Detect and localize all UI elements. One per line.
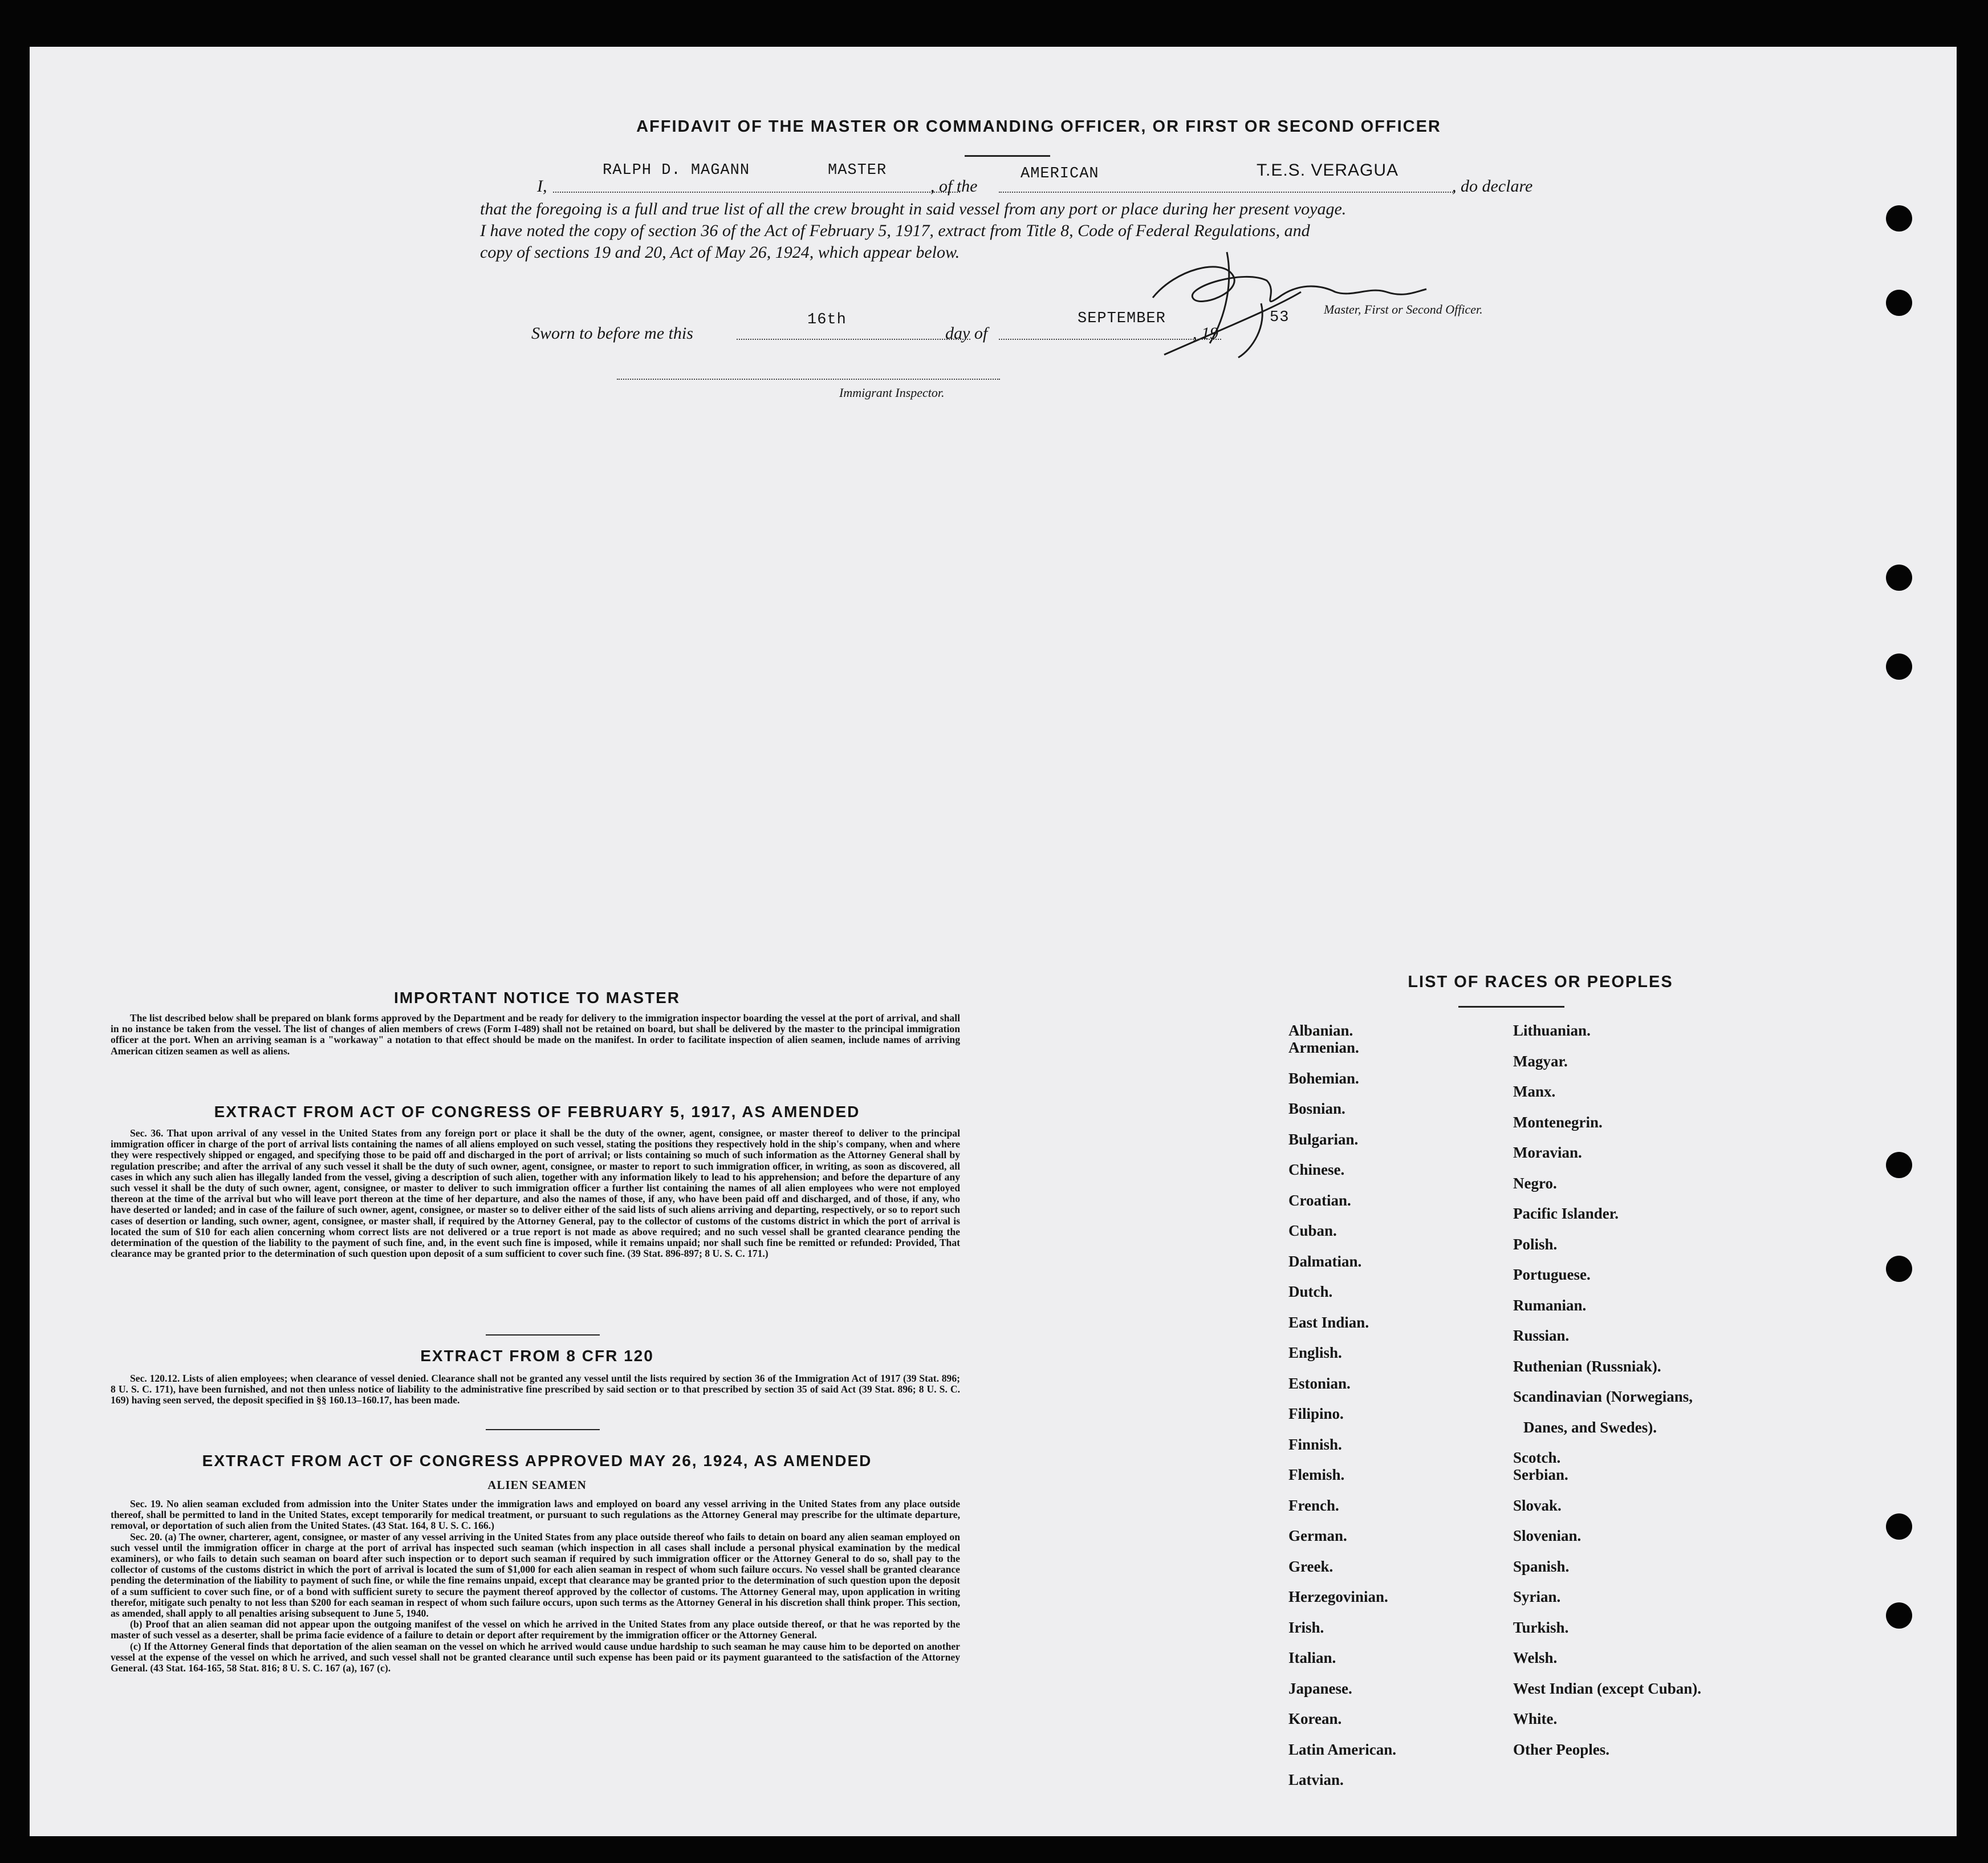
section-36-paragraph: Sec. 36. That upon arrival of any vessel in the United States from any foreign port or place it shall be the duty of the owner, agent, consignee, or master thereof to deliver to the principal immigration officer in charge of the port of arrival lists containing the names of all aliens employed on such vessel, stating the positions they respectively hold in the ship's company, when and where they were respectively shipped or engaged, and specifying those to be paid off and discharged in the port of arrival; or lists containing so much of such information as the Attorney General shall by regulation prescribe; and after the arrival of any such vessel it shall be the duty of such owner, agent, consignee, or master to report to such immigration officer, in writing, as soon as discovered, all cases in which any such alien has illegally landed from the vessel, giving a description of such alien, together with any information likely to lead to his apprehension; and before the departure of any such vessel it shall be the duty of such owner, agent, consignee, or master to deliver to such immigration officer a further list containing the names of all alien employees who were not employed thereon at the time of the arrival but who will leave port thereon at the time of her departure, and also the names of those, if any, who have been paid off and discharged, and of those, if any, who have deserted or landed; and in case of the failure of such owner, agent, consignee, or master so to deliver either of the said lists of such aliens arriving and departing, respectively, or so to report such cases of desertion or landing, such owner, agent, consignee, or master shall, if required by the Attorney General, pay to the collector of customs of the customs district in which the port of arrival is located the sum of $10 for each alien concerning whom correct lists are not delivered or a true report is not made as above required; and no such vessel shall be granted clearance pending the determination of the question of the liability to the payment of such fine, and, in the event such fine is imposed, while it remains unpaid; nor shall such fine be remitted or refunded: Provided, That clearance may be granted prior to the determination of such question upon deposit of a sum sufficient to cover such fine. (39 Stat. 896-897; 8 U. S. C. 171.) [111,1127,960,1260]
race-item: Japanese. [1288,1679,1352,1697]
binder-hole [1886,1513,1912,1540]
race-item: French. [1288,1496,1339,1514]
race-item: Dutch. [1288,1283,1333,1300]
race-item: Scandinavian (Norwegians, [1513,1388,1693,1405]
extract-1924-text [111,1499,960,1674]
race-item: Welsh. [1513,1649,1558,1666]
sworn-year: 53 [1270,309,1290,326]
binder-hole [1886,1152,1912,1178]
race-item: Lithuanian. [1513,1022,1591,1039]
race-item: Moravian. [1513,1144,1582,1161]
race-item: Italian. [1288,1649,1336,1666]
races-heading-rule [1458,1006,1564,1008]
binder-hole [1886,290,1912,316]
race-item: Armenian. [1288,1039,1359,1056]
race-item: Rumanian. [1513,1296,1587,1314]
section-19-paragraph: Sec. 19. No alien seaman excluded from admission into the Uniter States under the immigration laws and employed on board any vessel arriving in the United States from any place outside thereof, shall be permitted to land in the United States, except temporarily for medical treatment, or pursuant to such regulations as the Attorney General may prescribe for the ultimate departure, removal, or deportation of such alien from the United States. (43 Stat. 164, 8 U. S. C. 166.) [111,1498,960,1532]
race-item: Chinese. [1288,1161,1345,1178]
of-the-label: , of the [930,177,978,196]
race-item: White. [1513,1710,1558,1727]
officer-rank: MASTER [828,162,887,179]
declaration-line-3: I have noted the copy of section 36 of the Act of February 5, 1917, extract from Title 8, Code of Federal Regulations, and [480,221,1310,240]
binder-hole [1886,205,1912,232]
name-line [553,192,960,193]
race-item: Bulgarian. [1288,1130,1359,1148]
binder-hole [1886,654,1912,680]
divider-rule-1 [486,1334,600,1336]
vessel-nationality: AMERICAN [1021,165,1099,182]
section-20a-paragraph: Sec. 20. (a) The owner, charterer, agent, consignee, or master of any vessel arriving in the United States from any place outside thereof who fails to detain on board any alien seaman employed on such vessel until the immigration officer in charge at the port of arrival has inspected such seaman (which inspection in all cases shall include a personal physical examination by the medical examiners), or who fails to detain such seaman on board after such inspection or to deport such seaman if required by such immigration officer or the Attorney General to do so, shall pay to the collector of customs of the customs district in which the port of arrival is located the sum of $1,000 for each alien seaman in respect of whom such failure occurs. No vessel shall be granted clearance pending the determination of the liability to payment of such fine, or while the fine remains unpaid, except that clearance may be granted prior to the determination of such question upon the deposit of a sum sufficient to cover such fine, or of a bond with sufficient surety to secure the payment thereof approved by the collector of customs. The Attorney General may, upon application in writing therefor, mitigate such penalty to not less than $200 for each seaman in respect of whom such failure occurs, upon such terms as the Attorney General in his discretion shall think proper. This section, as amended, shall apply to all penalties arising subsequent to June 5, 1940. [111,1531,960,1620]
alien-seamen-subheading: ALIEN SEAMEN [487,1478,587,1492]
sworn-day-line [737,339,970,340]
race-item: Spanish. [1513,1557,1570,1575]
race-item: Cuban. [1288,1222,1337,1239]
race-item: Albanian. [1288,1022,1353,1039]
race-item: Manx. [1513,1083,1556,1100]
vessel-name: T.E.S. VERAGUA [1257,161,1399,180]
race-item: Bosnian. [1288,1100,1345,1117]
race-item: Croatian. [1288,1191,1351,1209]
extract-1917-text [111,1128,960,1259]
race-item: Polish. [1513,1235,1558,1253]
notice-text [111,1013,960,1057]
race-item: Scotch. [1513,1449,1561,1466]
race-item: Negro. [1513,1174,1557,1192]
vessel-line [999,192,1455,193]
section-20c-paragraph: (c) If the Attorney General finds that deportation of the alien seaman on the vessel on which he arrived would cause undue hardship to such seaman he may cause him to be deported on another vessel at the expense of the vessel on which he arrived, and such vessel shall not be granted clearance until such expense has been paid or its payment guaranteed to the satisfaction of the Attorney General. (43 Stat. 164-165, 58 Stat. 816; 8 U. S. C. 167 (a), 167 (c). [111,1640,960,1674]
declaration-line-4: copy of sections 19 and 20, Act of May 26, 1924, which appear below. [480,243,960,262]
section-120-12-paragraph: Sec. 120.12. Lists of alien employees; when clearance of vessel denied. Clearance shall not be granted any vessel until the lists required by section 36 of the Immigration Act of 1917 (39 Stat. 896; 8 U. S. C. 171), have been furnished, and not then unless notice of liability to the administrative fine prescribed by said section or to that prescribed by section 35 of said Act (39 Stat. 896; 8 U. S. C. 169) having seen served, the deposit specified in §§ 160.13–160.17, has been made. [111,1373,960,1406]
race-item: Filipino. [1288,1405,1344,1422]
race-item: Pacific Islander. [1513,1205,1619,1222]
race-item: Korean. [1288,1710,1342,1727]
race-item: Slovenian. [1513,1527,1582,1544]
affidavit-heading: AFFIDAVIT OF THE MASTER OR COMMANDING OFFICER, OR FIRST OR SECOND OFFICER [636,117,1441,136]
race-item: Bohemian. [1288,1069,1359,1087]
heading-rule [965,155,1050,157]
extract-cfr-text [111,1373,960,1406]
race-item: Latvian. [1288,1771,1344,1788]
race-item: Irish. [1288,1618,1324,1636]
signature-caption: Master, First or Second Officer. [1324,302,1483,316]
divider-rule-2 [486,1429,600,1430]
inspector-line [617,379,1000,380]
binder-hole [1886,565,1912,591]
inspector-caption: Immigrant Inspector. [839,385,945,400]
race-item: Estonian. [1288,1374,1351,1392]
race-item: German. [1288,1527,1347,1544]
do-declare-label: , do declare [1452,177,1533,196]
race-item: Ruthenian (Russniak). [1513,1357,1661,1375]
race-item: West Indian (except Cuban). [1513,1679,1702,1697]
extract-1917-heading: EXTRACT FROM ACT OF CONGRESS OF FEBRUARY 5, 1917, AS AMENDED [214,1103,860,1121]
declaration-line-2: that the foregoing is a full and true list of all the crew brought in said vessel from any port or place during her present voyage. [480,200,1347,218]
signature-graphic [1130,235,1495,360]
year-prefix: , 19 [1193,324,1218,343]
binder-hole [1886,1602,1912,1629]
race-item: Magyar. [1513,1052,1568,1070]
race-item: Montenegrin. [1513,1113,1603,1131]
notice-paragraph: The list described below shall be prepared on blank forms approved by the Department and be ready for delivery to the immigration inspector boarding the vessel at the port of arrival, and shall in no instance be taken from the vessel. The list of changes of alien members of crews (Form I-489) shall not be retained on board, but shall be delivered by the master to the principal immigration officer at the port. When an arriving seaman is a "workaway" a notation to that effect should be made on the manifest. In order to facilitate inspection of alien seamen, include names of arriving American citizen seamen as well as aliens. [111,1012,960,1057]
sworn-month-line [999,339,1221,340]
section-20b-paragraph: (b) Proof that an alien seaman did not appear upon the outgoing manifest of the vessel on which he arrived in the United States from any place outside thereof, or that he was reported by the master of such vessel as a deserter, shall be prima facie evidence of a failure to detain or deport after requirement by the immigration officer or the Attorney General. [111,1618,960,1641]
sworn-label: Sworn to before me this [531,324,693,343]
race-item: Syrian. [1513,1588,1561,1605]
race-item: Dalmatian. [1288,1252,1362,1270]
race-item: Herzegovinian. [1288,1588,1388,1605]
race-item: Danes, and Swedes). [1523,1418,1657,1436]
document-page [30,47,1957,1836]
race-item: Portuguese. [1513,1266,1591,1283]
day-of-label: day of [945,324,988,343]
race-item: Slovak. [1513,1496,1562,1514]
notice-heading: IMPORTANT NOTICE TO MASTER [393,989,681,1006]
race-item: Turkish. [1513,1618,1569,1636]
race-item: Other Peoples. [1513,1740,1609,1758]
binder-hole [1886,1256,1912,1282]
race-item: East Indian. [1288,1313,1369,1331]
race-item: Greek. [1288,1557,1334,1575]
race-item: Latin American. [1288,1740,1396,1758]
race-item: English. [1288,1344,1342,1361]
officer-name: RALPH D. MAGANN [603,162,750,179]
race-item: Serbian. [1513,1466,1568,1483]
race-item: Finnish. [1288,1435,1342,1453]
extract-cfr-heading: EXTRACT FROM 8 CFR 120 [420,1347,654,1365]
race-item: Russian. [1513,1327,1570,1344]
sworn-month: SEPTEMBER [1078,310,1166,327]
race-item: Flemish. [1288,1466,1345,1483]
extract-1924-heading: EXTRACT FROM ACT OF CONGRESS APPROVED MAY 26, 1924, AS AMENDED [202,1452,872,1470]
races-heading: LIST OF RACES OR PEOPLES [1408,973,1673,991]
sworn-day: 16th [807,311,847,328]
i-label: I, [537,177,547,196]
